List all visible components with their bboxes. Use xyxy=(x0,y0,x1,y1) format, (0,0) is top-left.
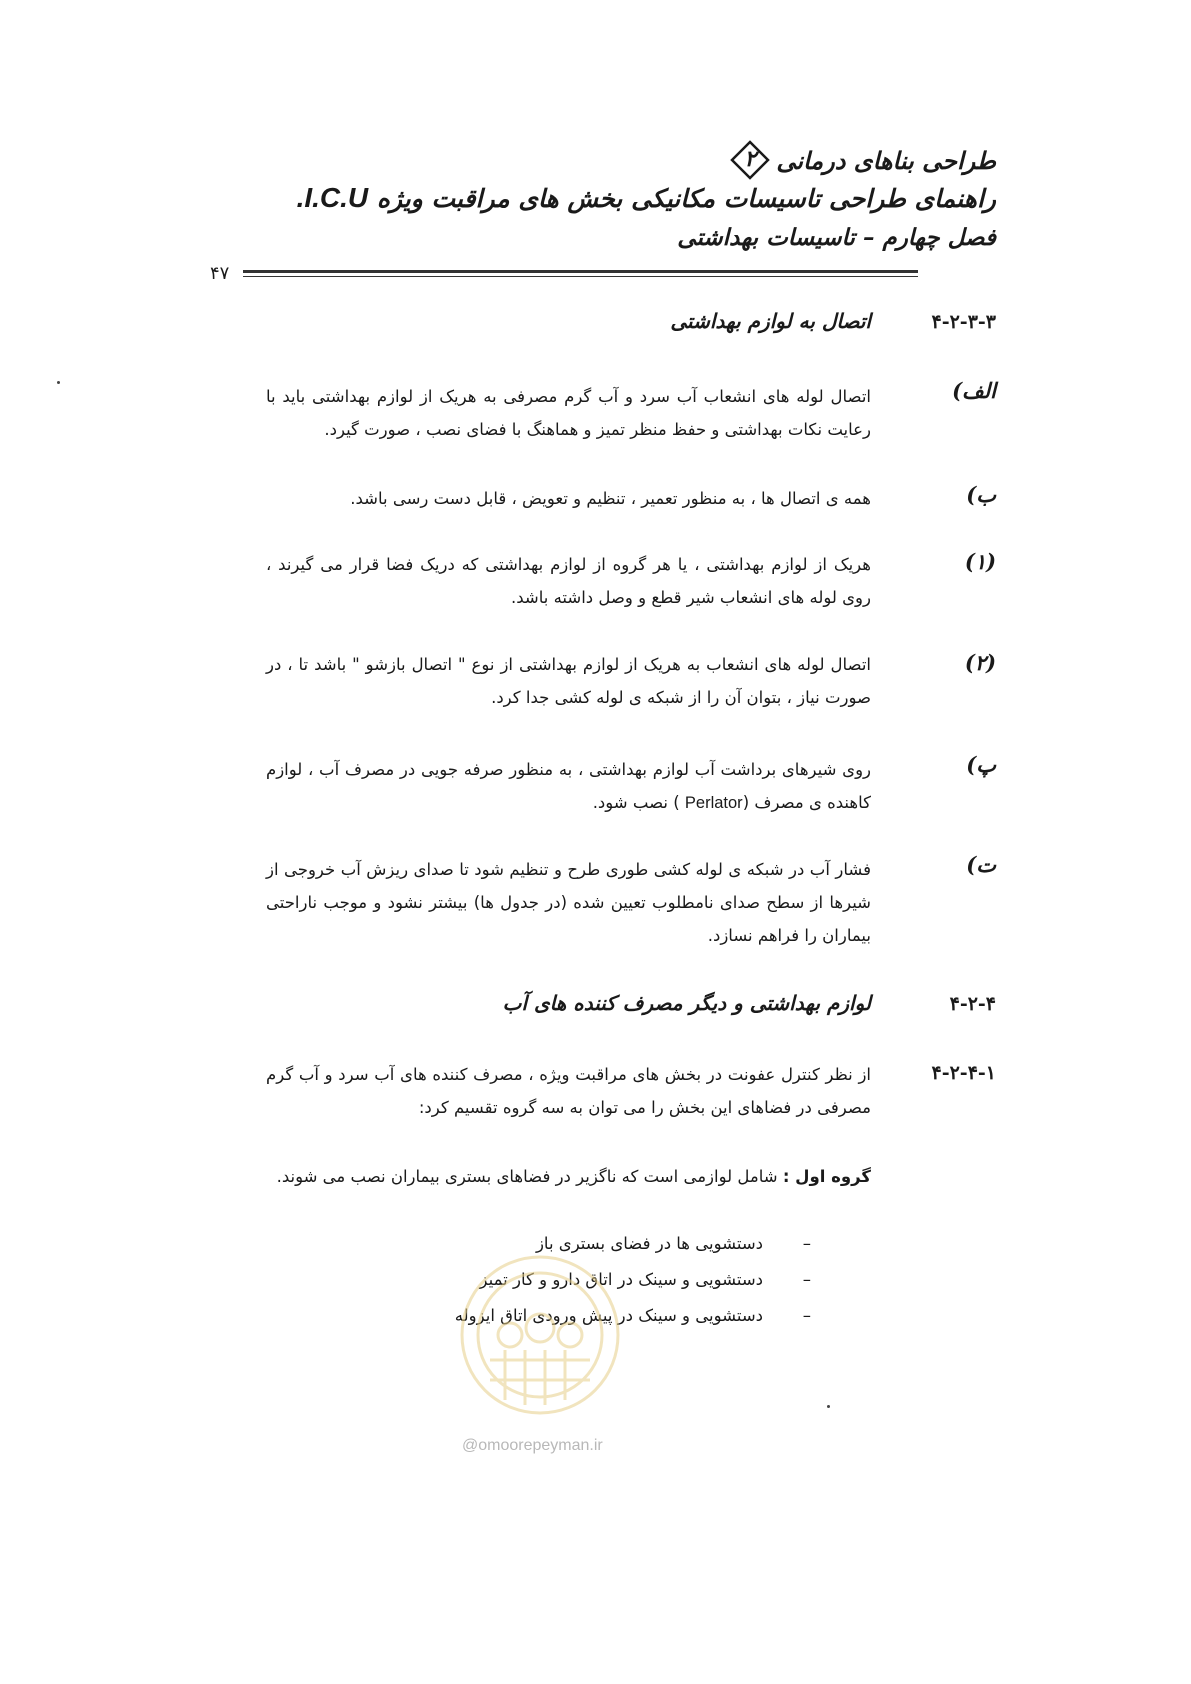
header-chapter: فصل چهارم – تاسیسات بهداشتی xyxy=(677,224,996,251)
item-marker-alef: الف) xyxy=(952,378,996,403)
group-one-line xyxy=(266,1160,871,1193)
header-subtitle: راهنمای طراحی تاسیسات مکانیکی بخش های مراقبت ویژه xyxy=(376,184,996,213)
item-text-be: همه ی اتصال ها ، به منظور تعمیر ، تنظیم و تعویض ، قابل دست رسی باشد. xyxy=(350,489,871,508)
item-text-2: اتصال لوله های انشعاب به هریک از لوازم بهداشتی از نوع " اتصال بازشو " باشد تا ، در صورت نیاز ، بتوان آن را از شبکه ی لوله کشی جدا کرد. xyxy=(266,655,871,707)
bullet-dash: – xyxy=(802,1234,811,1253)
item-marker-be: ب) xyxy=(966,482,996,507)
page-number: ۴۷ xyxy=(210,263,230,284)
item-text-te: فشار آب در شبکه ی لوله کشی طوری طرح و تنظیم شود تا صدای ریزش آب خروجی از شیرها از سطح صدای نامطلوب تعیین شده (در جدول ها) بیشتر نشود و موجب ناراحتی بیماران را فراهم نسازد. xyxy=(266,860,871,945)
header-divider xyxy=(243,270,918,277)
item-marker-1: (۱) xyxy=(964,549,996,574)
item-text-pe-part2: ) نصب شود. xyxy=(592,793,685,812)
volume-number: ۲ xyxy=(744,146,757,172)
header-title: طراحی بناهای درمانی xyxy=(776,145,996,175)
volume-badge xyxy=(730,140,770,180)
bullet-text: دستشویی و سینک در اتاق دارو و کار تمیز xyxy=(479,1270,763,1289)
header-line-1 xyxy=(724,140,996,180)
bullet-text: دستشویی ها در فضای بستری باز xyxy=(535,1234,763,1253)
section-number-424: ۴-۲-۴ xyxy=(949,993,996,1015)
item-marker-pe: پ) xyxy=(966,752,996,777)
bullet-dash: – xyxy=(802,1270,811,1289)
section-text-4241: از نظر کنترل عفونت در بخش های مراقبت ویژه ، مصرف کننده های آب سرد و آب گرم مصرفی در فضاهای این بخش را می توان به سه گروه تقسیم کرد: xyxy=(266,1065,871,1117)
item-text-pe-part1: روی شیرهای برداشت آب لوازم بهداشتی ، به منظور صرفه جویی در مصرف آب ، لوازم کاهنده ی مصرف ( xyxy=(266,760,871,812)
section-number-4233: ۴-۲-۳-۳ xyxy=(931,311,996,333)
header-icu: I.C.U. xyxy=(296,182,369,213)
item-marker-te: ت) xyxy=(966,852,996,877)
item-marker-2: (۲) xyxy=(964,650,996,675)
section-title-424: لوازم بهداشتی و دیگر مصرف کننده های آب xyxy=(502,991,871,1015)
bullet-dash: – xyxy=(802,1306,811,1325)
watermark-text: @omoorepeyman.ir xyxy=(462,1437,603,1454)
scan-speck xyxy=(827,1405,830,1408)
item-text-pe xyxy=(266,753,871,820)
item-text-1: هریک از لوازم بهداشتی ، یا هر گروه از لوازم بهداشتی که دریک فضا قرار می گیرند ، روی لوله های انشعاب شیر قطع و وصل داشته باشد. xyxy=(266,555,871,607)
group-one-label: گروه اول : xyxy=(782,1167,871,1186)
header-line-2 xyxy=(297,182,996,214)
section-title-4233: اتصال به لوازم بهداشتی xyxy=(670,309,871,333)
bullet-text: دستشویی و سینک در پیش ورودی اتاق ایزوله xyxy=(454,1306,763,1325)
section-number-4241: ۴-۲-۴-۱ xyxy=(931,1062,996,1084)
item-text-alef: اتصال لوله های انشعاب آب سرد و آب گرم مصرفی به هریک از لوازم بهداشتی باید با رعایت نکات بهداشتی و حفظ منظر تمیز و هماهنگ با فضای نصب ، صورت گیرد. xyxy=(266,387,871,439)
perlator-term: Perlator xyxy=(684,794,743,812)
group-one-text: شامل لوازمی است که ناگزیر در فضاهای بستری بیماران نصب می شوند. xyxy=(276,1167,783,1186)
scan-speck xyxy=(57,381,60,384)
watermark-seal xyxy=(450,1240,630,1450)
